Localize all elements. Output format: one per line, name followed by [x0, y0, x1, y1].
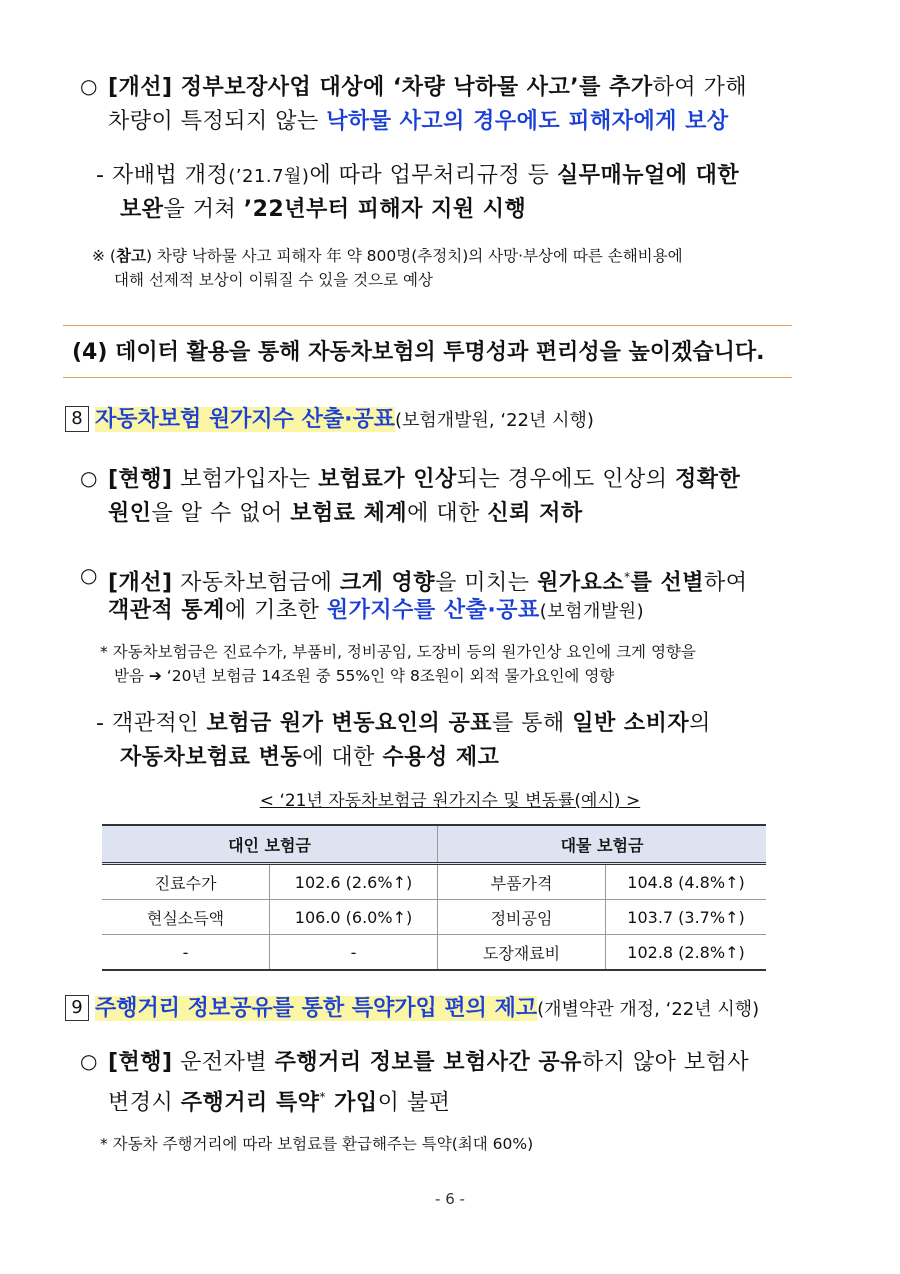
table-cell: 부품가격 — [438, 864, 606, 900]
table-cell: 103.7 (3.7%↑) — [606, 900, 767, 935]
paren-text: (’21.7월) — [228, 166, 310, 187]
table-row — [102, 864, 766, 900]
table-cell: 104.8 (4.8%↑) — [606, 864, 767, 900]
table-cell: 현실소득액 — [102, 900, 270, 935]
text: 하여 가해 — [652, 75, 748, 100]
table-cell: 정비공임 — [438, 900, 606, 935]
bullet-circle: ○ — [80, 466, 98, 490]
dash-paragraph-line1 — [96, 706, 711, 742]
tag-current: [현행] — [108, 1050, 173, 1075]
text-bold: 보험료가 인상 — [318, 467, 457, 492]
dash: - — [96, 711, 105, 736]
cost-index-table — [102, 824, 766, 971]
text-bold: 를 선별 — [630, 570, 704, 596]
improvement-paragraph-line2 — [108, 593, 644, 630]
dash-paragraph-line2 — [120, 192, 526, 228]
dash-paragraph-line2 — [120, 740, 499, 776]
footnote-mark: * — [624, 570, 631, 584]
table-row — [102, 900, 766, 935]
text-bold: 수용성 제고 — [382, 745, 500, 770]
text: 되는 경우에도 인상의 — [456, 467, 676, 492]
text-bold: ’22년부터 피해자 지원 시행 — [243, 197, 527, 222]
text-bold: 원가요소 — [537, 570, 625, 596]
section-rule-bottom — [63, 377, 792, 378]
arrow-icon: ➔ — [148, 667, 162, 685]
text: ( — [105, 247, 116, 265]
item-suffix: (개별약관 개정, ‘22년 시행) — [537, 999, 760, 1020]
table-cell: 106.0 (6.0%↑) — [270, 900, 438, 935]
reference-note-line2: 대해 선제적 보상이 이뤄질 수 있을 것으로 예상 — [114, 271, 433, 289]
item-title: 주행거리 정보공유를 통한 특약가입 편의 제고 — [95, 996, 538, 1021]
text-bold: 가입 — [325, 1090, 378, 1116]
item-suffix: (보험개발원, ‘22년 시행) — [394, 410, 594, 431]
text: 에 따라 업무처리규정 등 — [309, 163, 557, 188]
text: 이 불편 — [377, 1090, 451, 1116]
text: 하지 않아 보험사 — [581, 1050, 750, 1075]
text: ‘20년 보험금 14조원 중 55%인 약 8조원이 외적 물가요인에 영향 — [161, 667, 615, 685]
current-paragraph-line2 — [108, 496, 583, 532]
footnote-line1: * 자동차보험금은 진료수가, 부품비, 정비공임, 도장비 등의 원가인상 요인에 크게 영향을 — [100, 643, 696, 661]
text: 을 미치는 — [435, 570, 538, 596]
highlight-blue: 낙하물 사고의 경우에도 피해자에게 보상 — [326, 109, 729, 134]
item-number: 9 — [65, 995, 89, 1021]
dash: - — [96, 163, 105, 188]
text-bold: 참고 — [115, 247, 146, 265]
bullet-circle: ○ — [80, 74, 98, 98]
text: 객관적인 — [104, 711, 207, 736]
text: 를 통해 — [491, 711, 573, 736]
paren-text: (보험개발원) — [539, 601, 645, 622]
text: 자동차보험금에 — [172, 570, 340, 596]
text: ) 차량 낙하물 사고 피해자 年 약 800명(추정치)의 사망·부상에 따른 손해비용에 — [145, 247, 683, 265]
text-bold: 신뢰 저하 — [487, 501, 583, 526]
tag-improvement: [개선] — [108, 570, 173, 596]
table-cell: - — [102, 935, 270, 971]
table-cell: 도장재료비 — [438, 935, 606, 971]
text: 받음 — [114, 667, 149, 685]
current-paragraph-line1 — [108, 462, 740, 498]
text-bold: 자동차보험료 변동 — [120, 745, 303, 770]
item-heading-8 — [65, 403, 594, 438]
text-bold: 원인 — [108, 501, 152, 526]
text-bold: 보험료 체계 — [290, 501, 408, 526]
text-bold: 실무매뉴얼에 대한 — [556, 163, 740, 188]
text-bold: 일반 소비자 — [572, 711, 690, 736]
text: 보험가입자는 — [172, 467, 319, 492]
table-cell: 102.6 (2.6%↑) — [270, 864, 438, 900]
reference-note-line1 — [92, 244, 683, 268]
footnote-line1: * 자동차 주행거리에 따라 보험료를 환급해주는 특약(최대 60%) — [100, 1135, 534, 1153]
table-header-row — [102, 825, 766, 864]
section-heading: (4) 데이터 활용을 통해 자동차보험의 투명성과 편리성을 높이겠습니다. — [72, 340, 765, 365]
tag-current: [현행] — [108, 467, 173, 492]
text: 운전자별 — [172, 1050, 275, 1075]
text-bold: 보험금 원가 변동요인의 공표 — [206, 711, 492, 736]
text-bold: 정부보장사업 대상에 ‘차량 낙하물 사고’를 추가 — [172, 75, 653, 100]
footnote-line2 — [114, 664, 614, 688]
improvement-paragraph-line2 — [108, 104, 729, 140]
table-caption: < ‘21년 자동차보험금 원가지수 및 변동률(예시) > — [259, 791, 641, 811]
text-bold: 크게 영향 — [339, 570, 436, 596]
page-number: - 6 - — [435, 1190, 465, 1208]
text: 의 — [689, 711, 711, 736]
item-number: 8 — [65, 406, 89, 432]
header-property-damage: 대물 보험금 — [438, 825, 767, 864]
highlight-blue: 원가지수를 산출·공표 — [326, 598, 540, 623]
bullet-circle: ○ — [80, 563, 98, 587]
text-bold: 주행거리 정보를 보험사간 공유 — [274, 1050, 582, 1075]
text-bold: 주행거리 특약 — [180, 1090, 320, 1116]
current-paragraph-line2 — [108, 1079, 450, 1121]
text: 변경시 — [108, 1090, 181, 1116]
text: 하여 — [704, 570, 748, 596]
text: 을 거쳐 — [163, 197, 244, 222]
header-bodily-injury: 대인 보험금 — [102, 825, 438, 864]
item-heading-9 — [65, 992, 759, 1027]
text-bold: 정확한 — [675, 467, 741, 492]
text: 에 기초한 — [224, 598, 327, 623]
footnote-mark: * — [319, 1090, 326, 1104]
text: 자배법 개정 — [104, 163, 229, 188]
text: 에 대한 — [302, 745, 383, 770]
note-mark: ※ — [92, 247, 105, 265]
table-cell: - — [270, 935, 438, 971]
text: 을 알 수 없어 — [151, 501, 291, 526]
text: 차량이 특정되지 않는 — [108, 109, 327, 134]
text-bold: 객관적 통계 — [108, 598, 225, 623]
bullet-circle: ○ — [80, 1049, 98, 1073]
item-title: 자동차보험 원가지수 산출·공표 — [95, 407, 395, 432]
text-bold: 보완 — [120, 197, 164, 222]
tag-improvement: [개선] — [108, 75, 173, 100]
text: 에 대한 — [407, 501, 488, 526]
table-cell: 진료수가 — [102, 864, 270, 900]
current-paragraph-line1 — [108, 1045, 749, 1081]
table-cell: 102.8 (2.8%↑) — [606, 935, 767, 971]
dash-paragraph-line1 — [96, 158, 739, 195]
section-rule-top — [63, 325, 792, 326]
table-row — [102, 935, 766, 971]
improvement-paragraph-line1 — [108, 70, 747, 106]
